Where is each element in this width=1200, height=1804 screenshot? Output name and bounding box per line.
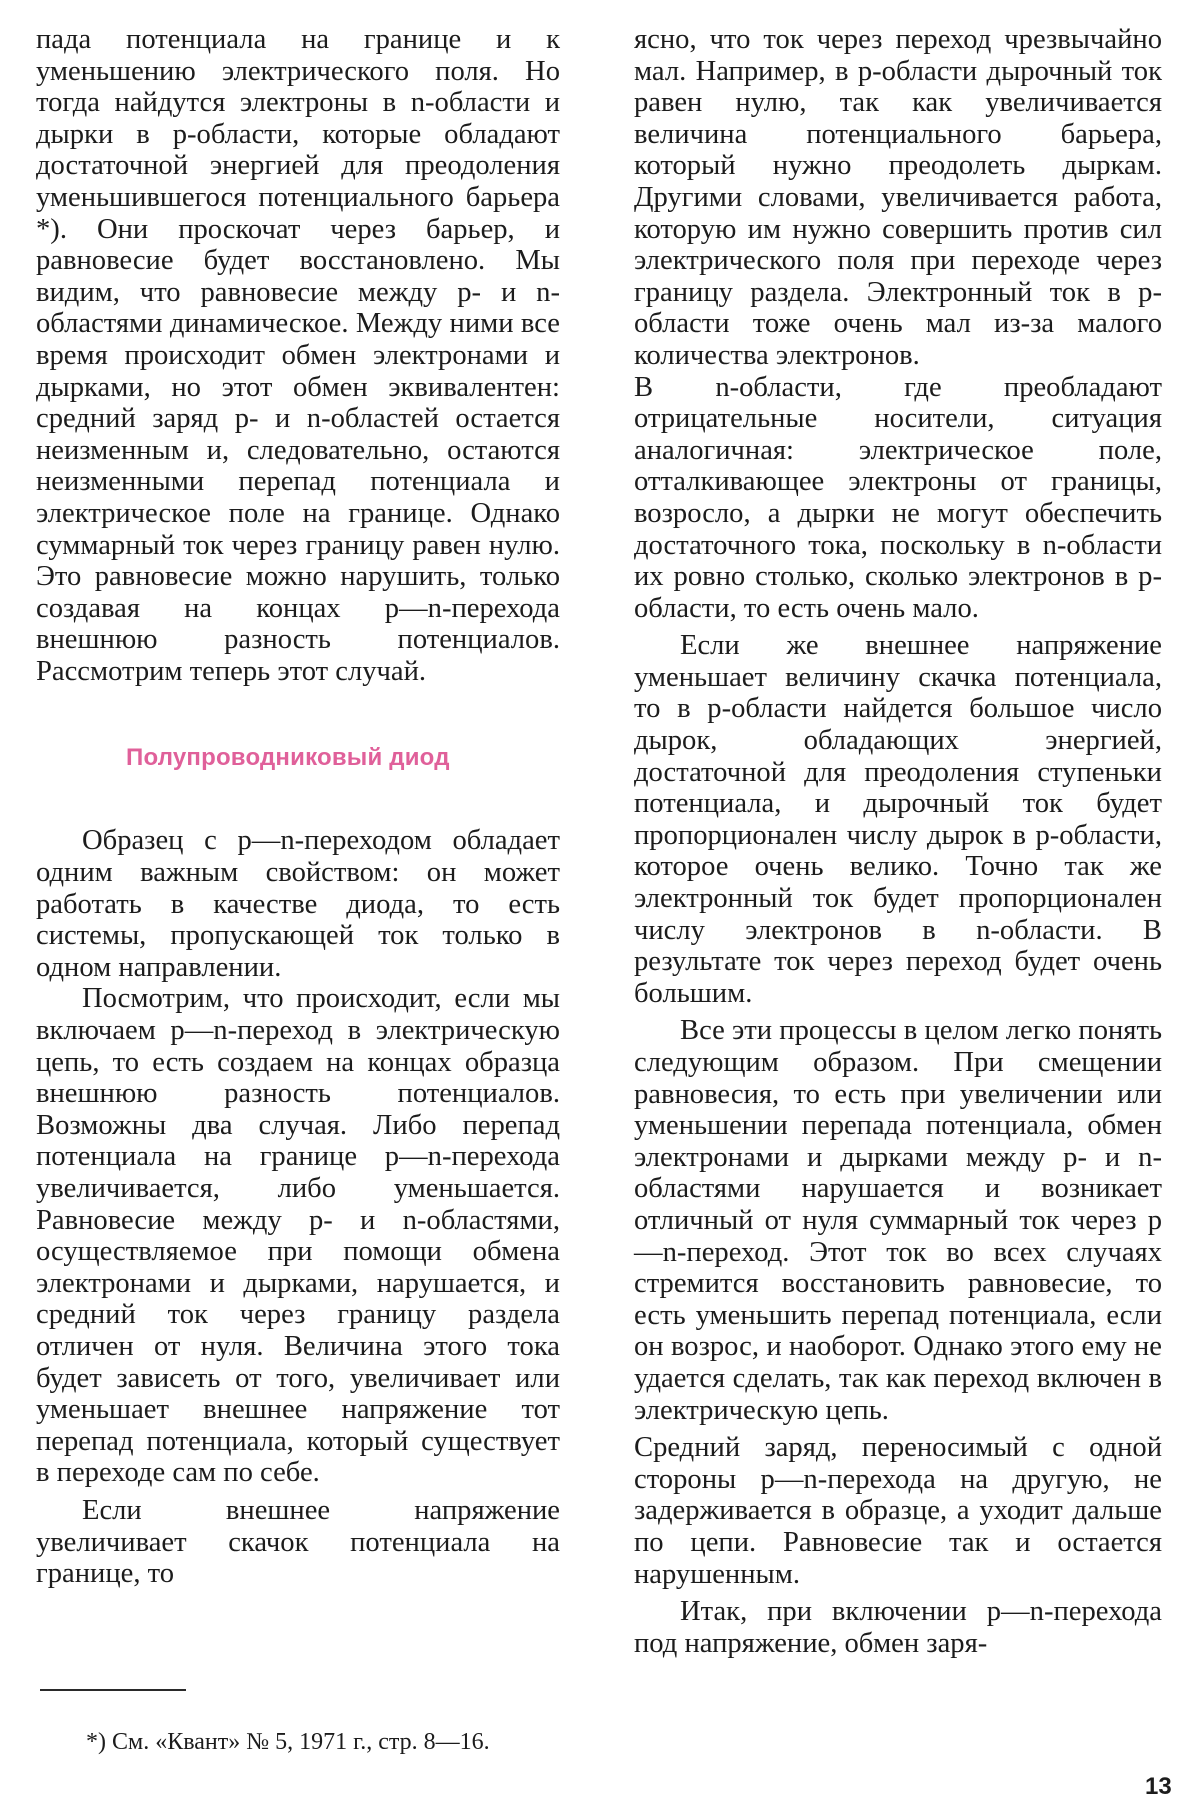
body-paragraph: Итак, при включении p—n-перехода под напряжение, обмен заря- [634,1596,1162,1659]
body-paragraph: В n-области, где преобладают отрицательные носители, ситуация аналогичная: электрическое поле, отталкивающее электроны от границы, возросло, а дырки не могут обеспечить достаточного тока, поскольку в n-области их ровно столько, сколько электронов в p-области, то есть очень мало. [634,371,1162,624]
footnote: *) См. «Квант» № 5, 1971 г., стр. 8—16. [86,1729,490,1755]
right-column [634,24,1162,1659]
page-number: 13 [1145,1773,1172,1800]
body-paragraph: пада потенциала на границе и к уменьшению электрического поля. Но тогда найдутся электроны в n-области и дырки в p-области, которые обладают достаточной энергией для преодоления уменьшившегося потенциального барьера *). Они проскочат через барьер, и равновесие будет восстановлено. Мы видим, что равновесие между p- и n-областями динамическое. Между ними все время происходит обмен электронами и дырками, но этот обмен эквивалентен: средний заряд p- и n-областей остается неизменным и, следовательно, остаются неизменными перепад потенциала и электрическое поле на границе. Однако суммарный ток через границу равен нулю. Это равновесие можно нарушить, только создавая на концах p—n-перехода внешнюю разность потенциалов. Рассмотрим теперь этот случай. [36,24,560,687]
body-paragraph: Посмотрим, что происходит, если мы включаем p—n-переход в электрическую цепь, то есть создаем на концах образца внешнюю разность потенциалов. Возможны два случая. Либо перепад потенциала на границе p—n-перехода увеличивается, либо уменьшается. Равновесие между p- и n-областями, осуществляемое при помощи обмена электронами и дырками, нарушается, и средний ток через границу раздела отличен от нуля. Величина этого тока будет зависеть от того, увеличивает или уменьшает внешнее напряжение тот перепад потенциала, который существует в переходе сам по себе. [36,983,560,1489]
body-paragraph: Средний заряд, переносимый с одной стороны p—n-перехода на другую, не задерживается в образце, а уходит дальше по цепи. Равновесие так и остается нарушенным. [634,1432,1162,1590]
body-paragraph: Если же внешнее напряжение уменьшает величину скачка потенциала, то в p-области найдется большое число дырок, обладающих энергией, достаточной для преодоления ступеньки потенциала, и дырочный ток будет пропорционален числу дырок в p-области, которое очень велико. Точно так же электронный ток будет пропорционален числу электронов в n-области. В результате ток через переход будет очень большим. [634,630,1162,1009]
body-paragraph: Все эти процессы в целом легко понять следующим образом. При смещении равновесия, то есть при увеличении или уменьшении перепада потенциала, обмен электронами и дырками между p- и n-областями нарушается и возникает отличный от нуля суммарный ток через p—n-переход. Этот ток во всех случаях стремится восстановить равновесие, то есть уменьшить перепад потенциала, если он возрос, и наоборот. Однако этого ему не удается сделать, так как переход включен в электрическую цепь. [634,1015,1162,1426]
left-column [36,24,560,1590]
footnote-divider [40,1689,186,1691]
body-paragraph: Если внешнее напряжение увеличивает скачок потенциала на границе, то [36,1494,560,1590]
body-paragraph: ясно, что ток через переход чрезвычайно мал. Например, в p-области дырочный ток равен нулю, так как увеличивается величина потенциального барьера, который нужно преодолеть дыркам. Другими словами, увеличивается работа, которую им нужно совершить против сил электрического поля при переходе через границу раздела. Электронный ток в p-области тоже очень мал из-за малого количества электронов. [634,24,1162,371]
body-paragraph: Образец с p—n-переходом обладает одним важным свойством: он может работать в качестве диода, то есть системы, пропускающей ток только в одном направлении. [36,825,560,983]
section-heading: Полупроводниковый диод [126,744,450,772]
